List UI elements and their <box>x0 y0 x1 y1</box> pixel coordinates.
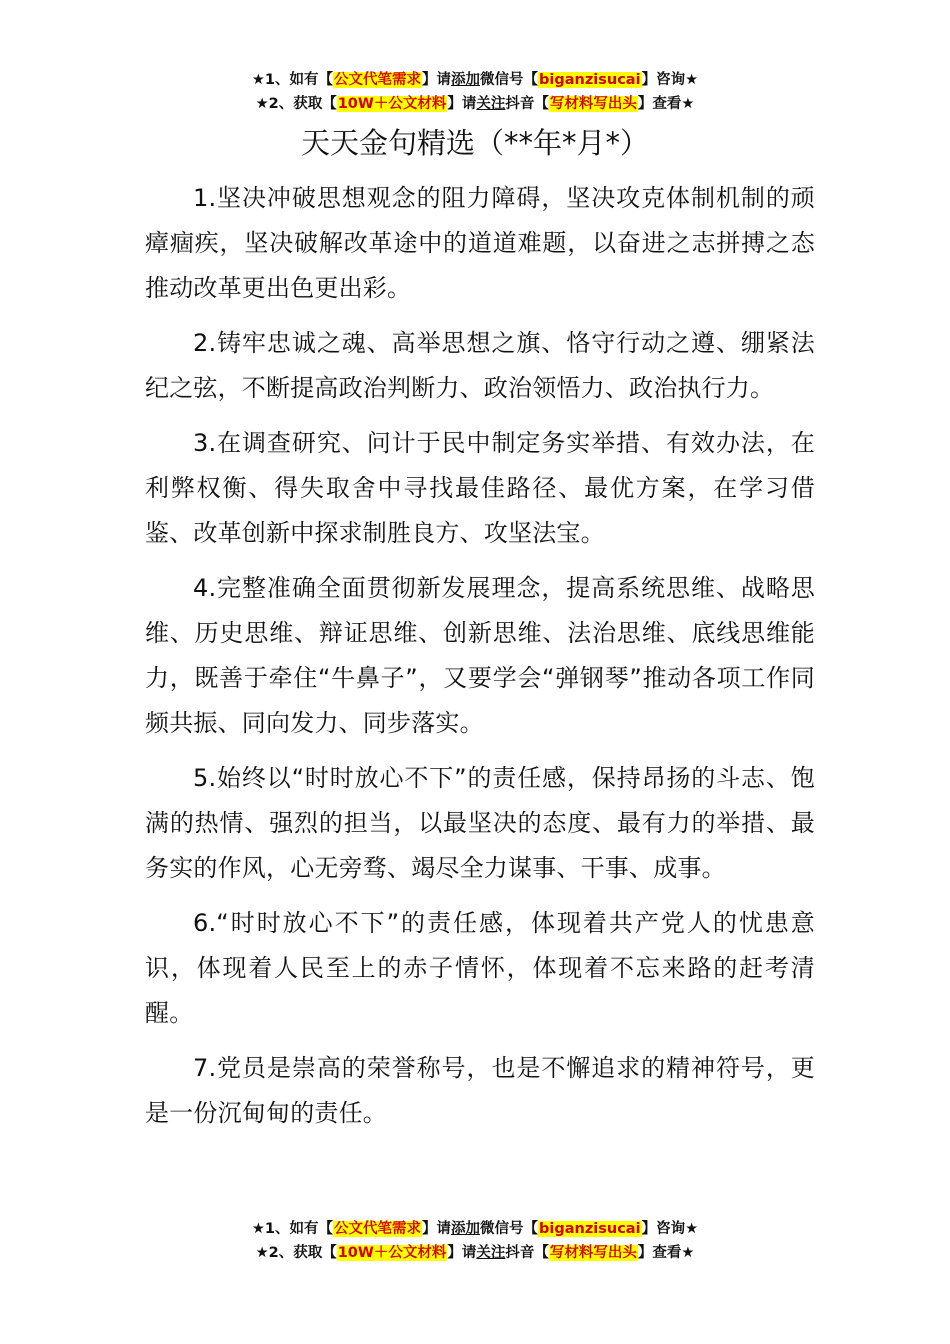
paragraph-1: 1.坚决冲破思想观念的阻力障碍，坚决攻克体制机制的顽瘴痼疾，坚决破解改革途中的道道难题，以奋进之志拼搏之态推动改革更出色更出彩。 <box>145 184 815 302</box>
banner-highlight: biganzisucai <box>539 1221 641 1237</box>
banner-highlight: 写材料写出头 <box>549 1245 637 1261</box>
banner-text: 】请 <box>447 1245 477 1261</box>
banner-highlight: 10W＋公文材料 <box>337 1245 447 1261</box>
paragraph-3: 3.在调查研究、问计于民中制定务实举措、有效办法，在利弊权衡、得失取舍中寻找最佳路径、最优方案，在学习借鉴、改革创新中探求制胜良方、攻坚法宝。 <box>145 429 815 547</box>
banner-emphasis: 添加 <box>451 1221 481 1237</box>
banner-emphasis: 关注 <box>476 96 506 112</box>
banner-text: 】查看★ <box>637 1245 695 1261</box>
paragraph-4: 4.完整准确全面贯彻新发展理念，提高系统思维、战略思维、历史思维、辩证思维、创新思维、法治思维、底线思维能力，既善于牵住“牛鼻子”，又要学会“弹钢琴”推动各项工作同频共振、同向发力、同步落实。 <box>145 574 815 737</box>
banner-text: 】请 <box>422 1221 452 1237</box>
banner-line-1 <box>0 1217 950 1241</box>
banner-text: ★2、获取【 <box>255 1245 337 1261</box>
banner-text: 微信号【 <box>480 72 539 88</box>
banner-emphasis: 添加 <box>451 72 481 88</box>
banner-line-2 <box>0 1241 950 1265</box>
banner-highlight: 10W＋公文材料 <box>337 96 447 112</box>
paragraph-6: 6.“时时放心不下”的责任感，体现着共产党人的忧患意识，体现着人民至上的赤子情怀，体现着不忘来路的赶考清醒。 <box>145 909 815 1027</box>
banner-text: 微信号【 <box>480 1221 539 1237</box>
paragraph-5: 5.始终以“时时放心不下”的责任感，保持昂扬的斗志、饱满的热情、强烈的担当，以最坚决的态度、最有力的举措、最务实的作风，心无旁骛、竭尽全力谋事、干事、成事。 <box>145 764 815 882</box>
banner-line-2 <box>0 92 950 116</box>
footer-banner <box>0 1217 950 1265</box>
banner-text: 】请 <box>447 96 477 112</box>
paragraph-2: 2.铸牢忠诚之魂、高举思想之旗、恪守行动之遵、绷紧法纪之弦，不断提高政治判断力、政治领悟力、政治执行力。 <box>145 329 815 402</box>
banner-text: ★1、如有【 <box>251 72 334 88</box>
banner-highlight: 写材料写出头 <box>549 96 637 112</box>
banner-text: ★1、如有【 <box>251 1221 334 1237</box>
banner-text: 】咨询★ <box>641 72 699 88</box>
banner-text: 抖音【 <box>505 96 549 112</box>
banner-text: 】查看★ <box>637 96 695 112</box>
document-body <box>145 176 815 1146</box>
banner-highlight: 公文代笔需求 <box>334 1221 422 1237</box>
document-title: 天天金句精选（**年*月*） <box>300 126 649 160</box>
banner-text: 】咨询★ <box>641 1221 699 1237</box>
banner-emphasis: 关注 <box>476 1245 506 1261</box>
banner-highlight: 公文代笔需求 <box>334 72 422 88</box>
banner-text: 】请 <box>422 72 452 88</box>
banner-text: ★2、获取【 <box>255 96 337 112</box>
banner-line-1 <box>0 68 950 92</box>
paragraph-7: 7.党员是崇高的荣誉称号，也是不懈追求的精神符号，更是一份沉甸甸的责任。 <box>145 1054 815 1127</box>
header-banner <box>0 68 950 116</box>
banner-highlight: biganzisucai <box>539 72 641 88</box>
banner-text: 抖音【 <box>505 1245 549 1261</box>
